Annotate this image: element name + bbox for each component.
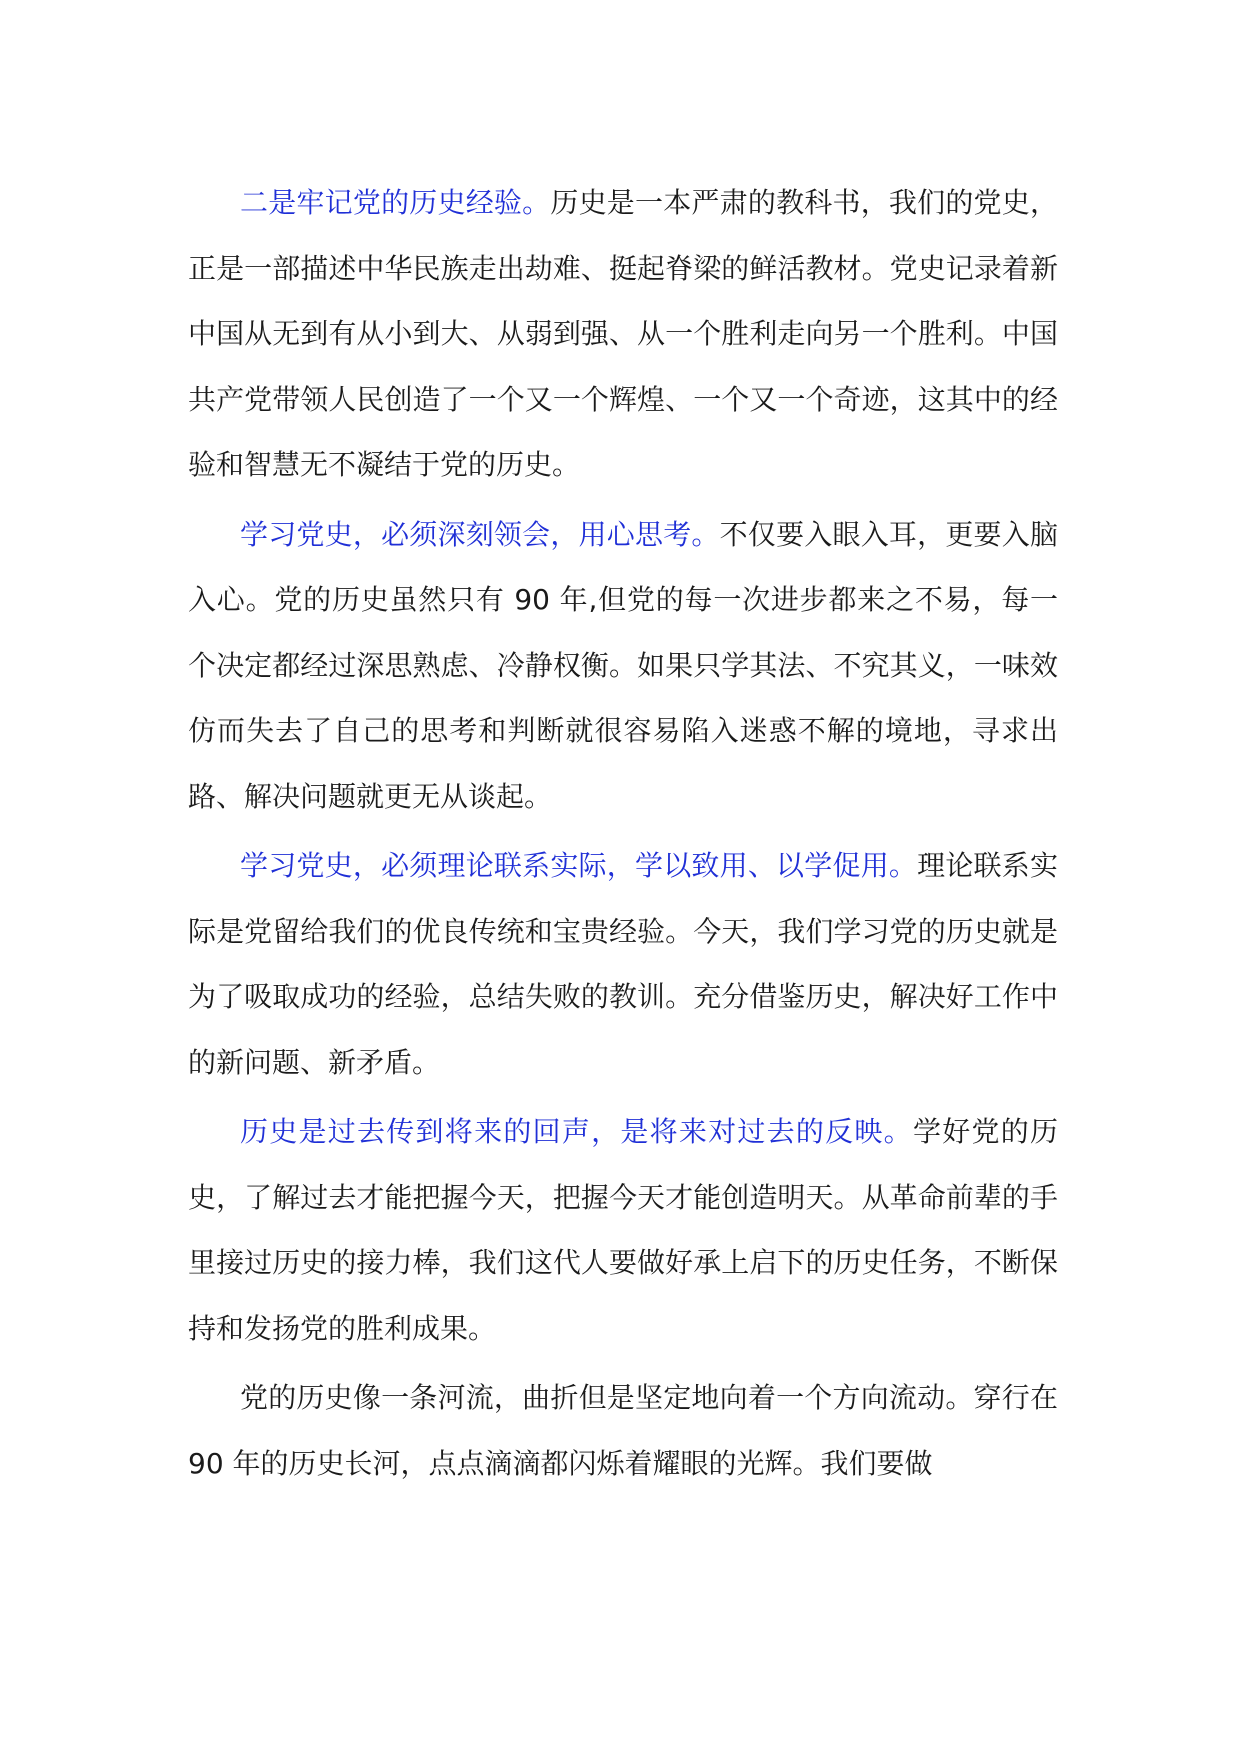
paragraph-5 (188, 1365, 1058, 1496)
paragraph-2-text: 不仅要入眼入耳，更要入脑入心。党的历史虽然只有 90 年,但党的每一次进步都来之不易，每一个决定都经过深思熟虑、冷静权衡。如果只学其法、不究其义，一味效仿而失去了自己的思考和判断就很容易陷入迷惑不解的境地，寻求出路、解决问题就更无从谈起。 (188, 517, 1058, 813)
paragraph-1-text: 历史是一本严肃的教科书，我们的党史，正是一部描述中华民族走出劫难、挺起脊梁的鲜活教材。党史记录着新中国从无到有从小到大、从弱到强、从一个胜利走向另一个胜利。中国共产党带领人民创造了一个又一个辉煌、一个又一个奇迹，这其中的经验和智慧无不凝结于党的历史。 (188, 186, 1058, 481)
paragraph-4-highlight: 历史是过去传到将来的回声，是将来对过去的反映。 (240, 1115, 913, 1148)
paragraph-3-text: 理论联系实际是党留给我们的优良传统和宝贵经验。今天，我们学习党的历史就是为了吸取成功的经验，总结失败的教训。充分借鉴历史，解决好工作中的新问题、新矛盾。 (188, 849, 1058, 1079)
paragraph-4-text: 学好党的历史，了解过去才能把握今天，把握今天才能创造明天。从革命前辈的手里接过历史的接力棒，我们这代人要做好承上启下的历史任务，不断保持和发扬党的胜利成果。 (188, 1115, 1058, 1345)
paragraph-2 (188, 502, 1058, 830)
paragraph-3-highlight: 学习党史，必须理论联系实际，学以致用、以学促用。 (240, 849, 918, 882)
document-body (188, 170, 1058, 1500)
paragraph-3 (188, 833, 1058, 1095)
paragraph-5-text: 党的历史像一条河流，曲折但是坚定地向着一个方向流动。穿行在 90 年的历史长河，点点滴滴都闪烁着耀眼的光辉。我们要做 (188, 1381, 1058, 1480)
paragraph-1-highlight: 二是牢记党的历史经验。 (240, 186, 551, 219)
paragraph-4 (188, 1099, 1058, 1361)
paragraph-1 (188, 170, 1058, 498)
paragraph-2-highlight: 学习党史，必须深刻领会，用心思考。 (240, 517, 720, 551)
